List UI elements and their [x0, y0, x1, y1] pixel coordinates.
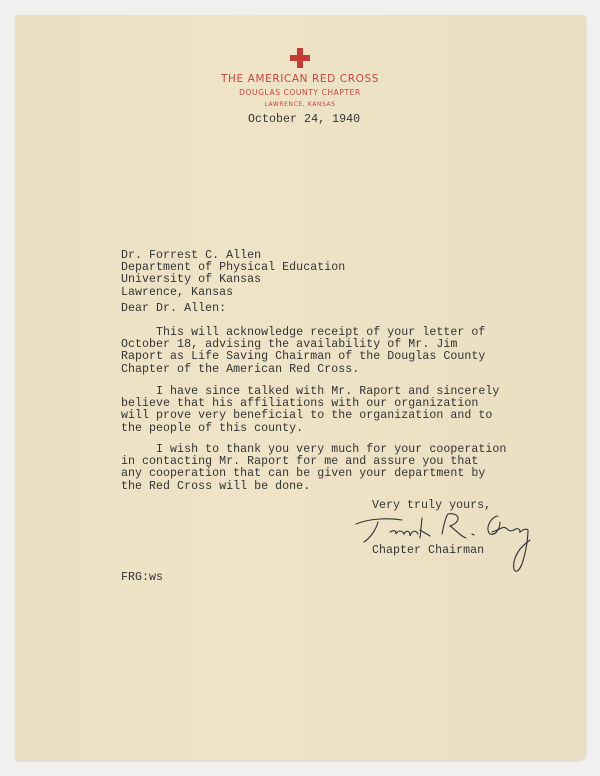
letter-date: October 24, 1940 — [248, 113, 361, 126]
salutation: Dear Dr. Allen: — [121, 302, 227, 315]
recipient-address — [121, 250, 345, 299]
letterhead-location: LAWRENCE, KANSAS — [264, 101, 336, 108]
recipient-line: Department of Physical Education — [121, 261, 346, 275]
recipient-line: University of Kansas — [121, 273, 262, 287]
red-cross-icon — [290, 48, 310, 68]
reference-initials: FRG:ws — [121, 571, 164, 584]
letterhead-chapter: DOUGLAS COUNTY CHAPTER — [239, 88, 361, 97]
body-paragraph: I have since talked with Mr. Raport and sincerely believe that his affiliations with our organization will prove very beneficial to the organization and to the people of this county. — [121, 385, 500, 435]
recipient-line: Lawrence, Kansas — [121, 285, 234, 299]
signer-title: Chapter Chairman — [372, 544, 485, 557]
body-paragraph: I wish to thank you very much for your cooperation in contacting Mr. Raport for me and assure you that any cooperation that can be given your department by the Red Cross will be done. — [121, 443, 507, 493]
letterhead-organization: THE AMERICAN RED CROSS — [220, 73, 380, 85]
closing: Very truly yours, — [372, 499, 492, 512]
recipient-line: Dr. Forrest C. Allen — [121, 249, 262, 262]
body-paragraph: This will acknowledge receipt of your letter of October 18, advising the availability of Mr. Jim Raport as Life Saving Chairman of the Douglas County Chapter of the American Red Cross. — [121, 326, 486, 376]
